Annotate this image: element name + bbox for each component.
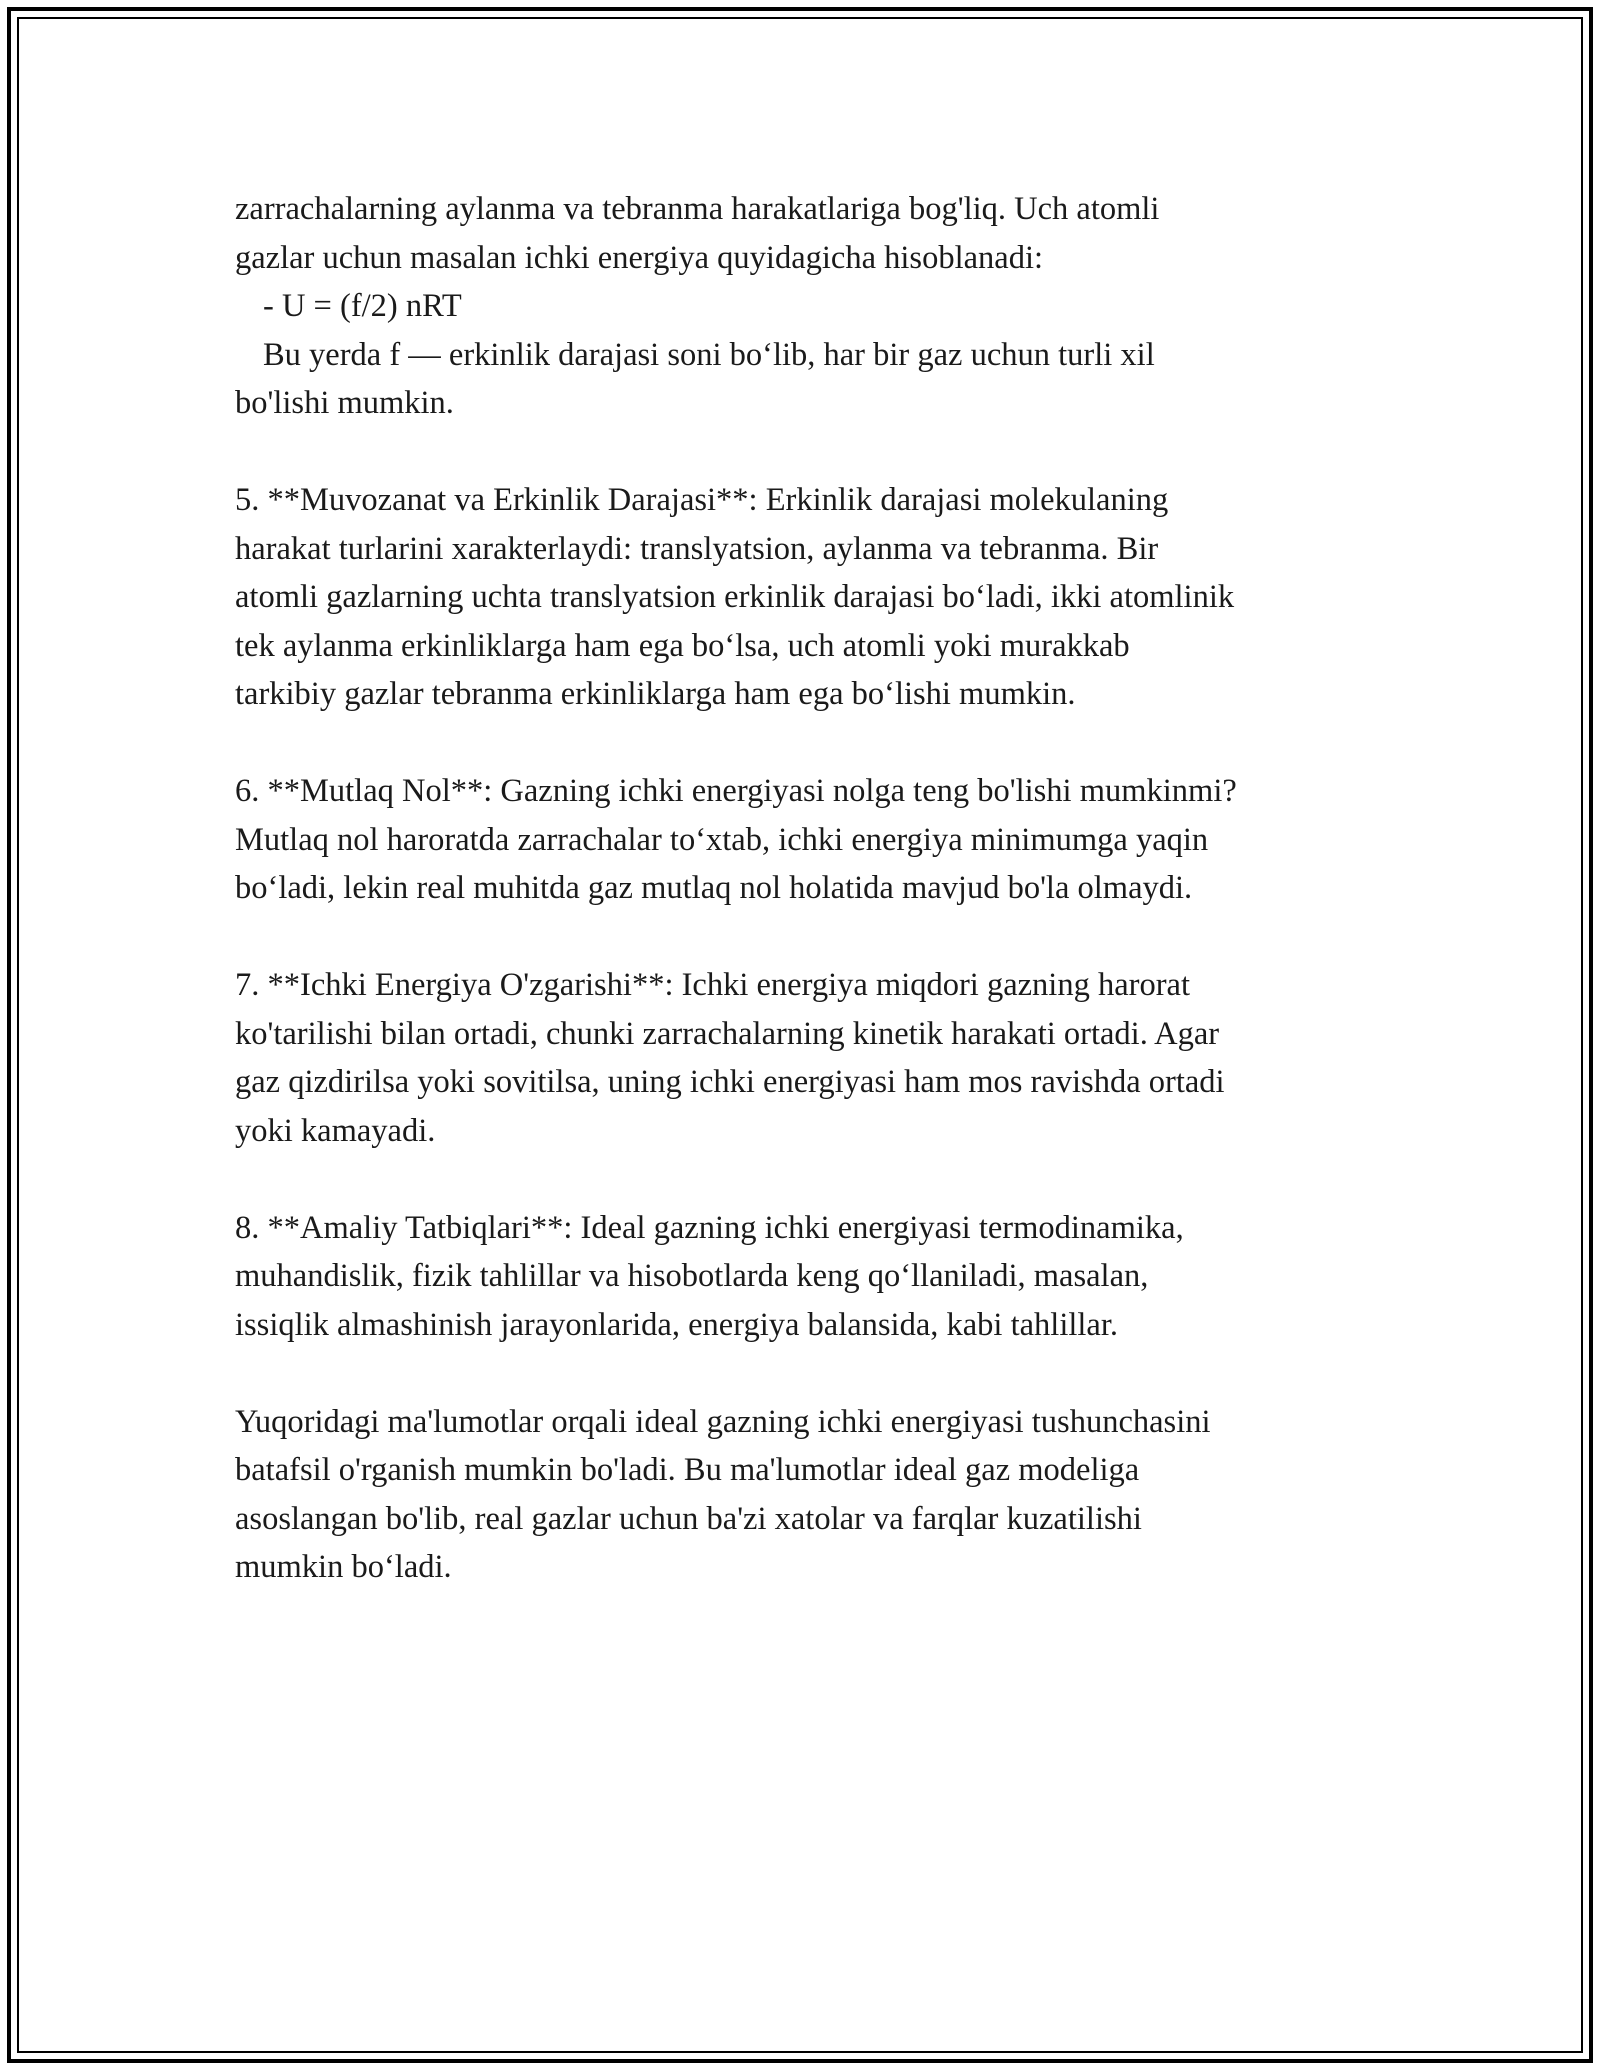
intro-paragraph	[235, 185, 1375, 428]
text-line: issiqlik almashinish jarayonlarida, energiya balansida, kabi tahlillar.	[235, 1306, 1118, 1343]
text-line: bo'lishi mumkin.	[235, 385, 454, 421]
text-line: 6. **Mutlaq Nol**: Gazning ichki energiyasi nolga teng bo'lishi mumkinmi?	[235, 773, 1237, 809]
text-line: tek aylanma erkinliklarga ham ega bo‘lsa, uch atomli yoki murakkab	[235, 627, 1130, 664]
text-line: asoslangan bo'lib, real gazlar uchun ba'zi xatolar va farqlar kuzatilishi	[235, 1500, 1142, 1537]
document-body	[235, 185, 1375, 1592]
section-5-paragraph	[235, 476, 1375, 719]
paragraph-gap	[235, 719, 1375, 768]
text-line: gazlar uchun masalan ichki energiya quyidagicha hisoblanadi:	[235, 239, 1044, 276]
text-line: 8. **Amaliy Tatbiqlari**: Ideal gazning ichki energiyasi termodinamika,	[235, 1209, 1184, 1246]
paragraph-gap	[235, 1155, 1375, 1204]
text-line: Mutlaq nol haroratda zarrachalar to‘xtab, ichki energiya minimumga yaqin	[235, 821, 1209, 858]
text-line: batafsil o'rganish mumkin bo'ladi. Bu ma'lumotlar ideal gaz modeliga	[235, 1452, 1140, 1488]
text-line: yoki kamayadi.	[235, 1112, 436, 1149]
text-line: bo‘ladi, lekin real muhitda gaz mutlaq nol holatida mavjud bo'la olmaydi.	[235, 870, 1193, 906]
paragraph-gap	[235, 428, 1375, 477]
text-line: atomli gazlarning uchta translyatsion erkinlik darajasi bo‘ladi, ikki atomlinik	[235, 579, 1235, 615]
paragraph-gap	[235, 913, 1375, 962]
conclusion-paragraph	[235, 1398, 1375, 1592]
text-line: mumkin bo‘ladi.	[235, 1549, 452, 1585]
section-6-paragraph	[235, 767, 1375, 913]
formula-line: - U = (f/2) nRT	[263, 288, 462, 324]
text-line: zarrachalarning aylanma va tebranma harakatlariga bog'liq. Uch atomli	[235, 191, 1160, 227]
text-line: tarkibiy gazlar tebranma erkinliklarga ham ega bo‘lishi mumkin.	[235, 676, 1076, 712]
text-line: ko'tarilishi bilan ortadi, chunki zarrachalarning kinetik harakati ortadi. Agar	[235, 1015, 1220, 1052]
text-line: muhandislik, fizik tahlillar va hisobotlarda keng qo‘llaniladi, masalan,	[235, 1258, 1149, 1294]
section-7-paragraph	[235, 961, 1375, 1155]
text-line: Yuqoridagi ma'lumotlar orqali ideal gazning ichki energiyasi tushunchasini	[235, 1403, 1211, 1440]
text-line: gaz qizdirilsa yoki sovitilsa, uning ichki energiyasi ham mos ravishda ortadi	[235, 1064, 1225, 1100]
text-line: 5. **Muvozanat va Erkinlik Darajasi**: Erkinlik darajasi molekulaning	[235, 482, 1169, 518]
text-line: harakat turlarini xarakterlaydi: translyatsion, aylanma va tebranma. Bir	[235, 530, 1159, 567]
text-line: 7. **Ichki Energiya O'zgarishi**: Ichki energiya miqdori gazning harorat	[235, 967, 1190, 1003]
text-line: Bu yerda f — erkinlik darajasi soni bo‘lib, har bir gaz uchun turli xil	[263, 336, 1155, 373]
section-8-paragraph	[235, 1204, 1375, 1350]
paragraph-gap	[235, 1349, 1375, 1398]
